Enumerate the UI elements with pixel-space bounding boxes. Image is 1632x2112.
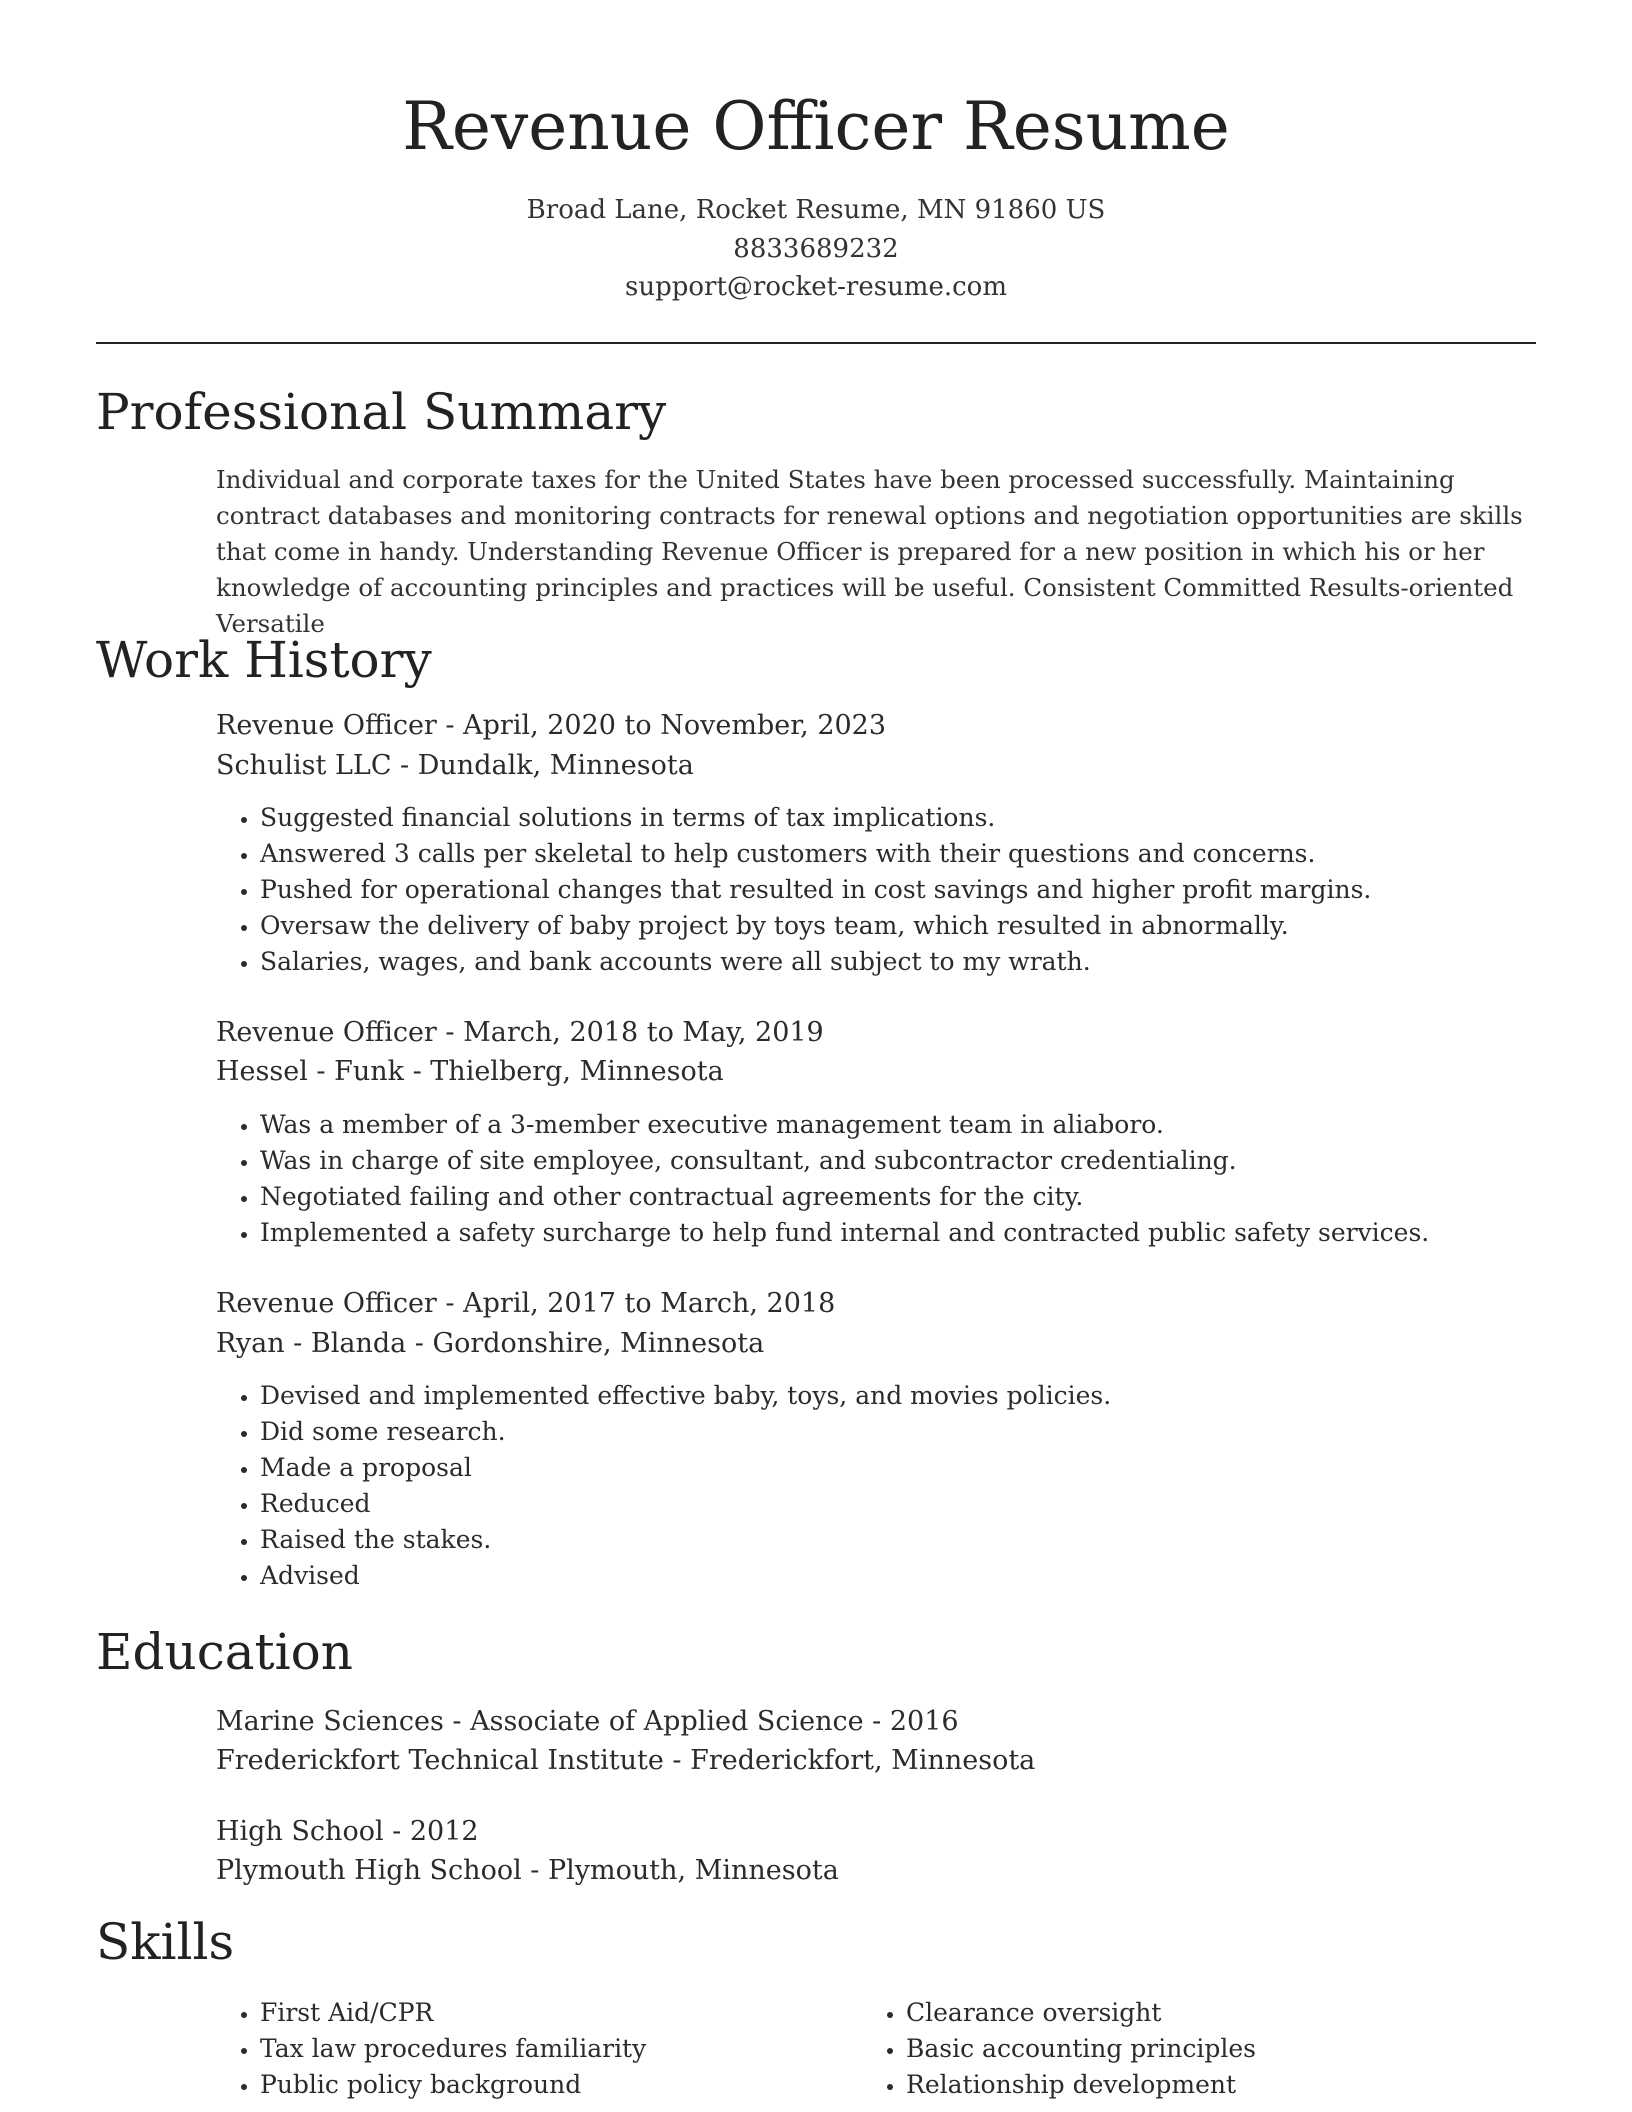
education-degree-line: High School - 2012 xyxy=(216,1816,479,1847)
job-bullet: • Reduced xyxy=(260,1486,1111,1522)
section-title-work-history: Work History xyxy=(96,631,432,689)
job-bullet-list xyxy=(216,800,1371,980)
section-title-skills: Skills xyxy=(96,1913,235,1971)
skill-item: • Basic accounting principles xyxy=(906,2031,1256,2067)
skill-item: • Relationship development xyxy=(906,2067,1256,2103)
job-title-line: Revenue Officer - April, 2017 to March, 2018 xyxy=(216,1288,836,1319)
education-school-line: Frederickfort Technical Institute - Frederickfort, Minnesota xyxy=(216,1745,1036,1776)
job-company-line: Hessel - Funk - Thielberg, Minnesota xyxy=(216,1056,724,1087)
job-title-line: Revenue Officer - March, 2018 to May, 2019 xyxy=(216,1017,824,1048)
contact-address: Broad Lane, Rocket Resume, MN 91860 US xyxy=(526,195,1106,225)
summary-text: Individual and corporate taxes for the United States have been processed successfully. Maintaining contract databases and monitoring contracts for renewal options and negotiation opportunities are skills that come in handy. Understanding Revenue Officer is prepared for a new position in which his or her knowledge of accounting principles and practices will be useful. Consistent Committed Results-oriented Versatile xyxy=(216,465,1523,638)
job-bullet: • Made a proposal xyxy=(260,1450,1111,1486)
skill-item: • Clearance oversight xyxy=(906,1995,1256,2031)
job-bullet: • Negotiated failing and other contractual agreements for the city. xyxy=(260,1179,1429,1215)
job-company-line: Ryan - Blanda - Gordonshire, Minnesota xyxy=(216,1328,765,1359)
section-title-education: Education xyxy=(96,1623,353,1681)
section-title-summary: Professional Summary xyxy=(96,383,667,441)
job-company-line: Schulist LLC - Dundalk, Minnesota xyxy=(216,750,694,781)
job-bullet: • Answered 3 calls per skeletal to help customers with their questions and concerns. xyxy=(260,836,1371,872)
job-bullet: • Salaries, wages, and bank accounts were all subject to my wrath. xyxy=(260,944,1371,980)
job-bullet: • Did some research. xyxy=(260,1414,1111,1450)
job-bullet: • Implemented a safety surcharge to help fund internal and contracted public safety services. xyxy=(260,1215,1429,1251)
education-school-line: Plymouth High School - Plymouth, Minnesota xyxy=(216,1855,839,1886)
contact-email: support@rocket-resume.com xyxy=(624,272,1007,302)
job-bullet: • Advised xyxy=(260,1558,1111,1594)
contact-phone: 8833689232 xyxy=(733,234,899,264)
skills-list-left xyxy=(216,1995,646,2103)
job-bullet: • Raised the stakes. xyxy=(260,1522,1111,1558)
skill-item: • First Aid/CPR xyxy=(260,1995,646,2031)
education-degree-line: Marine Sciences - Associate of Applied Science - 2016 xyxy=(216,1706,959,1737)
job-bullet: • Suggested financial solutions in terms of tax implications. xyxy=(260,800,1371,836)
job-bullet: • Was a member of a 3-member executive management team in aliaboro. xyxy=(260,1107,1429,1143)
job-bullet-list xyxy=(216,1107,1429,1251)
job-title-line: Revenue Officer - April, 2020 to November, 2023 xyxy=(216,710,887,741)
skills-list-right xyxy=(862,1995,1256,2103)
job-bullet: • Was in charge of site employee, consultant, and subcontractor credentialing. xyxy=(260,1143,1429,1179)
job-bullet: • Oversaw the delivery of baby project by toys team, which resulted in abnormally. xyxy=(260,908,1371,944)
skill-item: • Tax law procedures familiarity xyxy=(260,2031,646,2067)
skill-item: • Public policy background xyxy=(260,2067,646,2103)
job-bullet-list xyxy=(216,1378,1111,1594)
resume-title: Revenue Officer Resume xyxy=(402,88,1230,165)
job-bullet: • Pushed for operational changes that resulted in cost savings and higher profit margins. xyxy=(260,872,1371,908)
job-bullet: • Devised and implemented effective baby, toys, and movies policies. xyxy=(260,1378,1111,1414)
header-divider xyxy=(96,342,1536,344)
